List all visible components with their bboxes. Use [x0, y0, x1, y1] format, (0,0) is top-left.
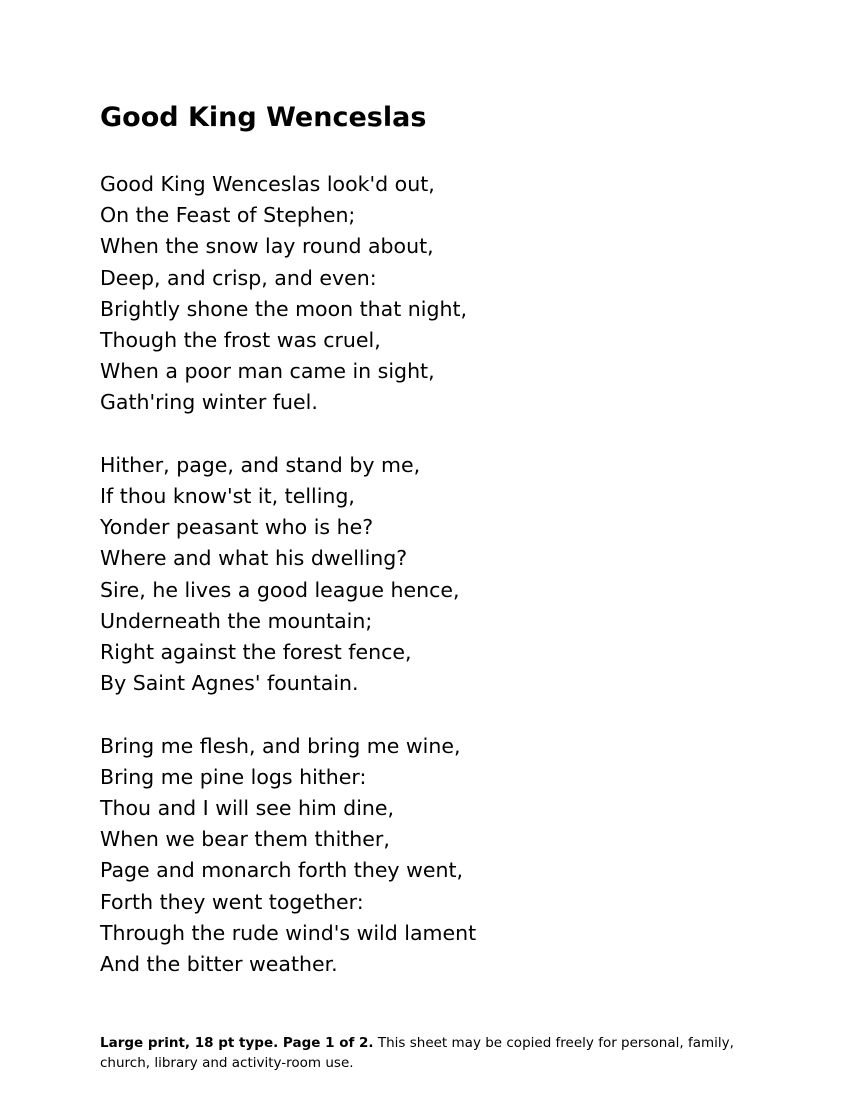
verse-line: Thou and I will see him dine, — [100, 796, 395, 821]
verse-line: By Saint Agnes' fountain. — [100, 671, 359, 696]
stanza-3 — [100, 731, 750, 981]
verse-line: Hither, page, and stand by me, — [100, 452, 421, 477]
stanza-1 — [100, 169, 750, 419]
verse-line: When we bear them thither, — [100, 827, 390, 852]
verse-line: Good King Wenceslas look'd out, — [100, 172, 435, 196]
verse-line: Page and monarch forth they went, — [100, 858, 464, 883]
verse-line: Deep, and crisp, and even: — [100, 265, 377, 290]
verse-line: Gath'ring winter fuel. — [100, 390, 318, 415]
verse-line: Bring me pine logs hither: — [100, 764, 367, 789]
verse-line: When the snow lay round about, — [100, 234, 434, 259]
footer-text: This sheet may be copied freely for personal, family, church, library and activity-room use. — [100, 1035, 734, 1071]
verse-line: And the bitter weather. — [100, 952, 338, 977]
stanza-2 — [100, 450, 750, 700]
verse-line: Though the frost was cruel, — [100, 328, 381, 353]
verse-line: If thou know'st it, telling, — [100, 484, 355, 509]
verse-line: Forth they went together: — [100, 889, 364, 914]
verse-line: Where and what his dwelling? — [100, 546, 408, 571]
verse-line: Bring me flesh, and bring me wine, — [100, 733, 461, 758]
page-title: Good King Wenceslas — [100, 102, 427, 133]
verse-line: When a poor man came in sight, — [100, 359, 435, 384]
verse-line: Yonder peasant who is he? — [100, 515, 374, 540]
verse-line: Right against the forest fence, — [100, 640, 412, 665]
verse-line: Through the rude wind's wild lament — [100, 920, 477, 945]
verse-line: Sire, he lives a good league hence, — [100, 577, 460, 602]
verse-line: Brightly shone the moon that night, — [100, 296, 468, 321]
footer-bold-text: Large print, 18 pt type. Page 1 of 2. — [100, 1035, 374, 1051]
verse-line: On the Feast of Stephen; — [100, 203, 356, 228]
verse-line: Underneath the mountain; — [100, 608, 373, 633]
verses — [100, 169, 750, 1011]
footer-note — [100, 1033, 740, 1073]
